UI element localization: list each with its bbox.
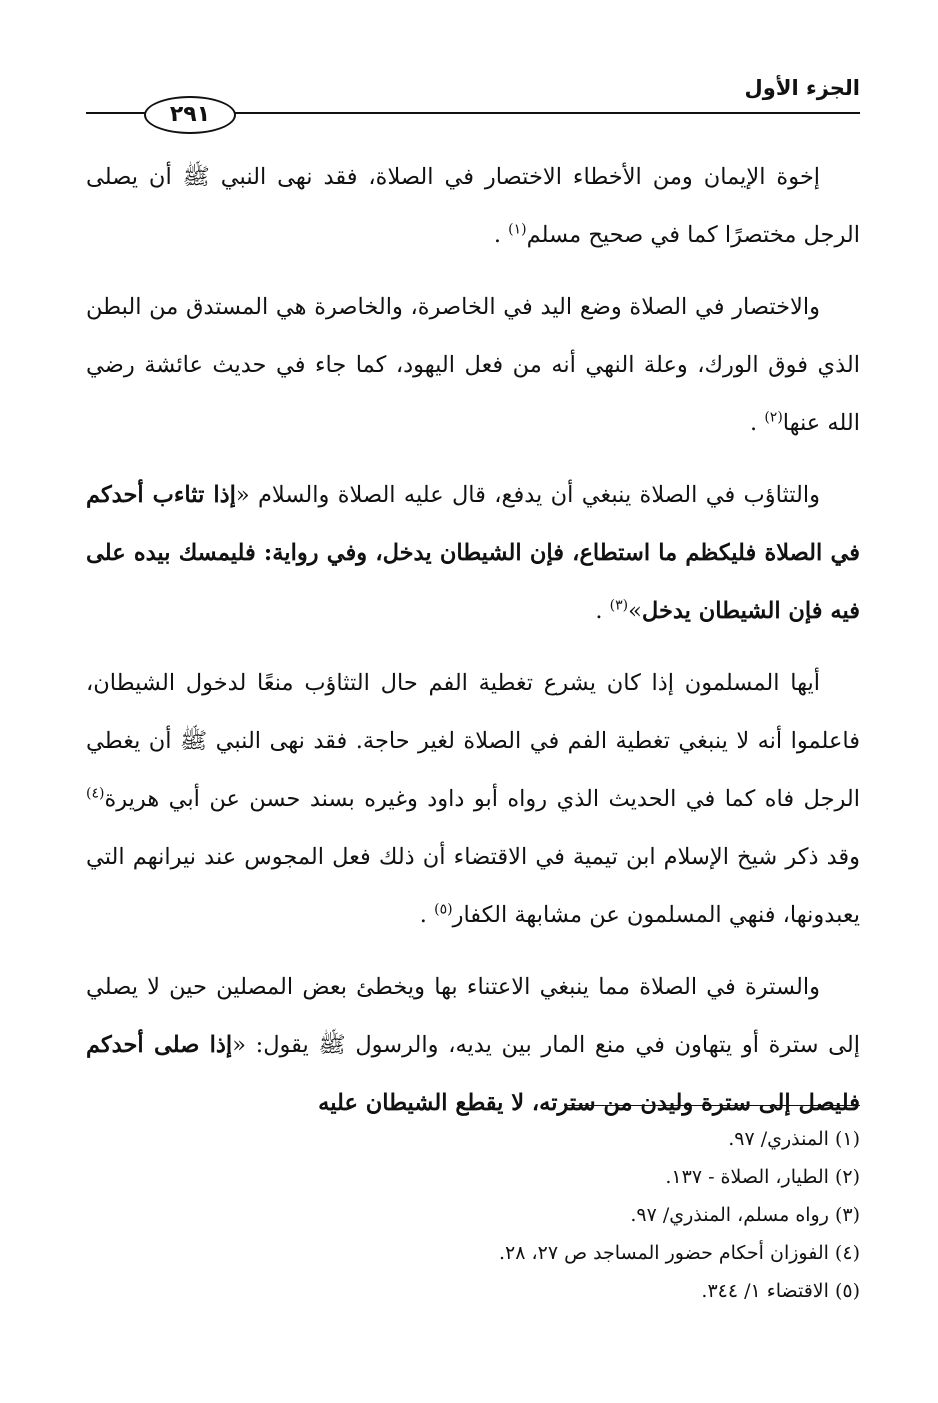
footnote-4: (٤) الفوزان أحكام حضور المساجد ص ٢٧، ٢٨. bbox=[498, 1242, 860, 1264]
paragraph-4-text: أيها المسلمون إذا كان يشرع تغطية الفم حال التثاؤب منعًا لدخول الشيطان، فاعلموا أنه لا ينبغي تغطية الفم في الصلاة لغير حاجة. فقد نهى النبي ﷺ أن يغطي الرجل فاه كما في الحديث الذي رواه أبو داود وغيره بسند حسن عن أبي هريرة bbox=[86, 670, 860, 812]
body-text bbox=[86, 148, 860, 1146]
paragraph-3-close: » bbox=[628, 598, 642, 624]
footnotes bbox=[86, 1120, 860, 1310]
paragraph-2-text: والاختصار في الصلاة وضع اليد في الخاصرة، والخاصرة هي المستدق من البطن الذي فوق الورك، وعلة النهي أنه من فعل اليهود، كما جاء في حديث عائشة رضي الله عنها bbox=[86, 294, 860, 436]
hadith-quote-1: إذا تثاءب أحدكم في الصلاة فليكظم ما استطاع، فإن الشيطان يدخل، وفي رواية: فليمسك بيده على فيه فإن الشيطان يدخل bbox=[86, 482, 860, 624]
footnote-ref-3: (٣) bbox=[609, 597, 629, 614]
footnote-ref-1: (١) bbox=[508, 221, 527, 238]
footnote-1: (١) المنذري/ ٩٧. bbox=[728, 1128, 860, 1150]
paragraph-5-text: والسترة في الصلاة مما ينبغي الاعتناء بها ويخطئ بعض المصلين حين لا يصلي إلى سترة أو يتهاون في منع المار بين يديه، والرسول ﷺ يقول: « bbox=[86, 974, 861, 1058]
footnote-rule bbox=[564, 1105, 860, 1106]
paragraph-1 bbox=[86, 148, 860, 264]
running-title: الجزء الأول bbox=[744, 76, 860, 100]
footnote-5: (٥) الاقتضاء ١/ ٣٤٤. bbox=[701, 1280, 860, 1302]
footnote-ref-2: (٢) bbox=[764, 409, 783, 426]
paragraph-4-end: . bbox=[419, 902, 435, 928]
hadith-quote-2: إذا صلى أحدكم فليصل إلى سترة وليدن من سترته، لا يقطع الشيطان عليه bbox=[86, 1032, 860, 1116]
footnote-ref-5: (٥) bbox=[434, 901, 453, 918]
page-number: ٢٩١ bbox=[144, 96, 236, 134]
paragraph-3 bbox=[86, 466, 860, 640]
footnote-2: (٢) الطيار، الصلاة - ١٣٧. bbox=[665, 1166, 860, 1188]
paragraph-3-text: والتثاؤب في الصلاة ينبغي أن يدفع، قال عليه الصلاة والسلام « bbox=[235, 482, 821, 508]
paragraph-1-text: إخوة الإيمان ومن الأخطاء الاختصار في الصلاة، فقد نهى النبي ﷺ أن يصلى الرجل مختصرًا كما في صحيح مسلم bbox=[86, 164, 860, 248]
footnote-3: (٣) رواه مسلم، المنذري/ ٩٧. bbox=[630, 1204, 860, 1226]
paragraph-4 bbox=[86, 654, 860, 944]
paragraph-3-end: . bbox=[595, 598, 610, 624]
paragraph-1-end: . bbox=[493, 222, 509, 248]
paragraph-2-end: . bbox=[750, 410, 765, 436]
footnote-ref-4: (٤) bbox=[86, 785, 105, 802]
paragraph-4-text-2: وقد ذكر شيخ الإسلام ابن تيمية في الاقتضاء أن ذلك فعل المجوس عند نيرانهم التي يعبدونها، فنهي المسلمون عن مشابهة الكفار bbox=[86, 844, 860, 928]
paragraph-2 bbox=[86, 278, 860, 452]
